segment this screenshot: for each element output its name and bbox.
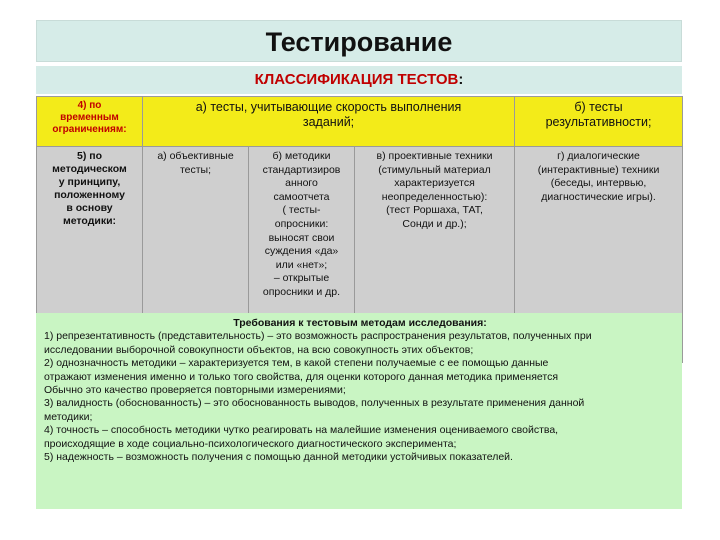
performance-tests-cell: б) тесты результативности;	[515, 97, 683, 147]
row-label-method-principle: 5) по методическом у принципу, положенному в основу методики:	[37, 147, 143, 363]
requirement-line: методики;	[44, 410, 93, 423]
requirement-line: исследовании выборочной совокупности объектов, на всю совокупность этих объектов;	[44, 343, 474, 356]
requirement-line: 1) репрезентативность (представительность) – это возможность распространения результатов, полученных при	[44, 330, 592, 343]
requirements-title: Требования к тестовым методам исследования:	[233, 317, 487, 329]
page-title: Тестирование	[36, 20, 682, 62]
row-label-time-limits: 4) по временным ограничениям:	[37, 97, 143, 147]
classification-heading-colon: :	[458, 71, 464, 88]
requirement-line: происходящие в ходе социально-психологического диагностического эксперимента;	[44, 437, 457, 450]
projective-techniques-cell: в) проективные техники (стимульный материал характеризуется неопределенностью): (тест Роршаха, ТАТ, Сонди и др.);	[355, 147, 515, 363]
objective-tests-cell: а) объективные тесты;	[143, 147, 249, 363]
requirement-line: 5) надежность – возможность получения с помощью данной методики устойчивых показателей.	[44, 451, 513, 464]
self-report-methods-cell: б) методики стандартизиров анного самоотчета ( тесты- опросники: выносят свои суждения «да» или «нет»; – открытые опросники и др.	[249, 147, 355, 363]
requirements-panel	[36, 313, 682, 509]
requirement-line: 3) валидность (обоснованность) – это обоснованность выводов, полученных в результате применения данной	[44, 397, 585, 410]
requirement-line: Обычно это качество проверяется повторными измерениями;	[44, 384, 346, 397]
classification-heading-text: КЛАССИФИКАЦИЯ ТЕСТОВ	[254, 71, 459, 88]
requirement-line: 2) однозначность методики – характеризуется тем, в какой степени получаемые с ее помощью данные	[44, 357, 549, 370]
requirement-line: 4) точность – способность методики чутко реагировать на малейшие изменения оцениваемого свойства,	[44, 424, 559, 437]
requirement-line: отражают изменения именно и только того свойства, для оценки которого данная методика применяется	[44, 370, 559, 383]
speed-tests-cell: а) тесты, учитывающие скорость выполнения заданий;	[143, 97, 515, 147]
dialogic-techniques-cell: г) диалогические (интерактивные) техники (беседы, интервью, диагностические игры).	[515, 147, 683, 363]
table-row-time-limits	[37, 97, 683, 147]
classification-heading	[36, 66, 682, 94]
